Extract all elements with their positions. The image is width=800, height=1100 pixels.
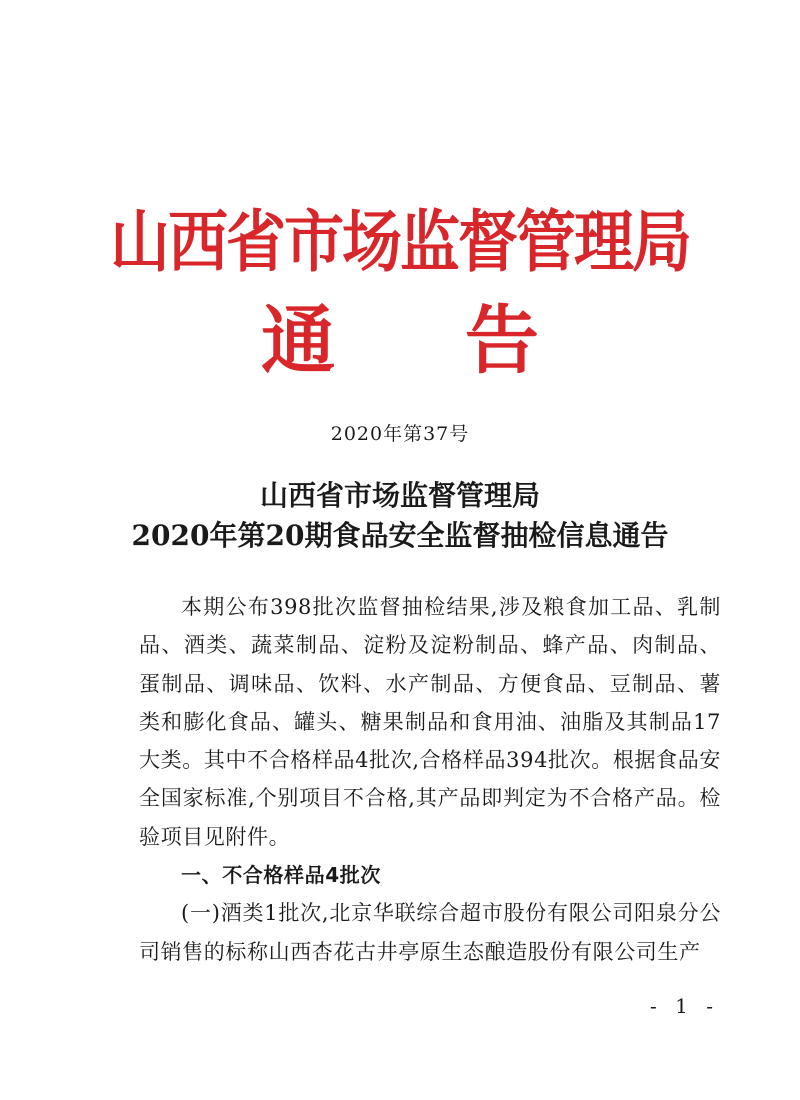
- issuer-name: 山西省市场监督管理局: [110, 203, 690, 282]
- section-item-paragraph: (一)酒类1批次,北京华联综合超市股份有限公司阳泉分公司销售的标称山西杏花古井亭原生态酿造股份有限公司生产: [139, 901, 721, 964]
- body-text: [139, 588, 721, 971]
- document-type: 通 告: [261, 298, 591, 384]
- section-heading: 一、不合格样品4批次: [181, 863, 381, 888]
- page-number: - 1 -: [650, 994, 719, 1018]
- document-number: 2020年第37号: [330, 423, 470, 445]
- notice-title-line2: 2020年第20期食品安全监督抽检信息通告: [131, 519, 669, 552]
- notice-title-line1: 山西省市场监督管理局: [259, 479, 540, 512]
- notice-title: [0, 476, 800, 556]
- intro-paragraph: 本期公布398批次监督抽检结果,涉及粮食加工品、乳制品、酒类、蔬菜制品、淀粉及淀粉制品、蜂产品、肉制品、蛋制品、调味品、饮料、水产制品、方便食品、豆制品、薯类和膨化食品、罐头、糖果制品和食用油、油脂及其制品17大类。其中不合格样品4批次,合格样品394批次。根据食品安全国家标准,个别项目不合格,其产品即判定为不合格产品。检验项目见附件。: [139, 595, 721, 849]
